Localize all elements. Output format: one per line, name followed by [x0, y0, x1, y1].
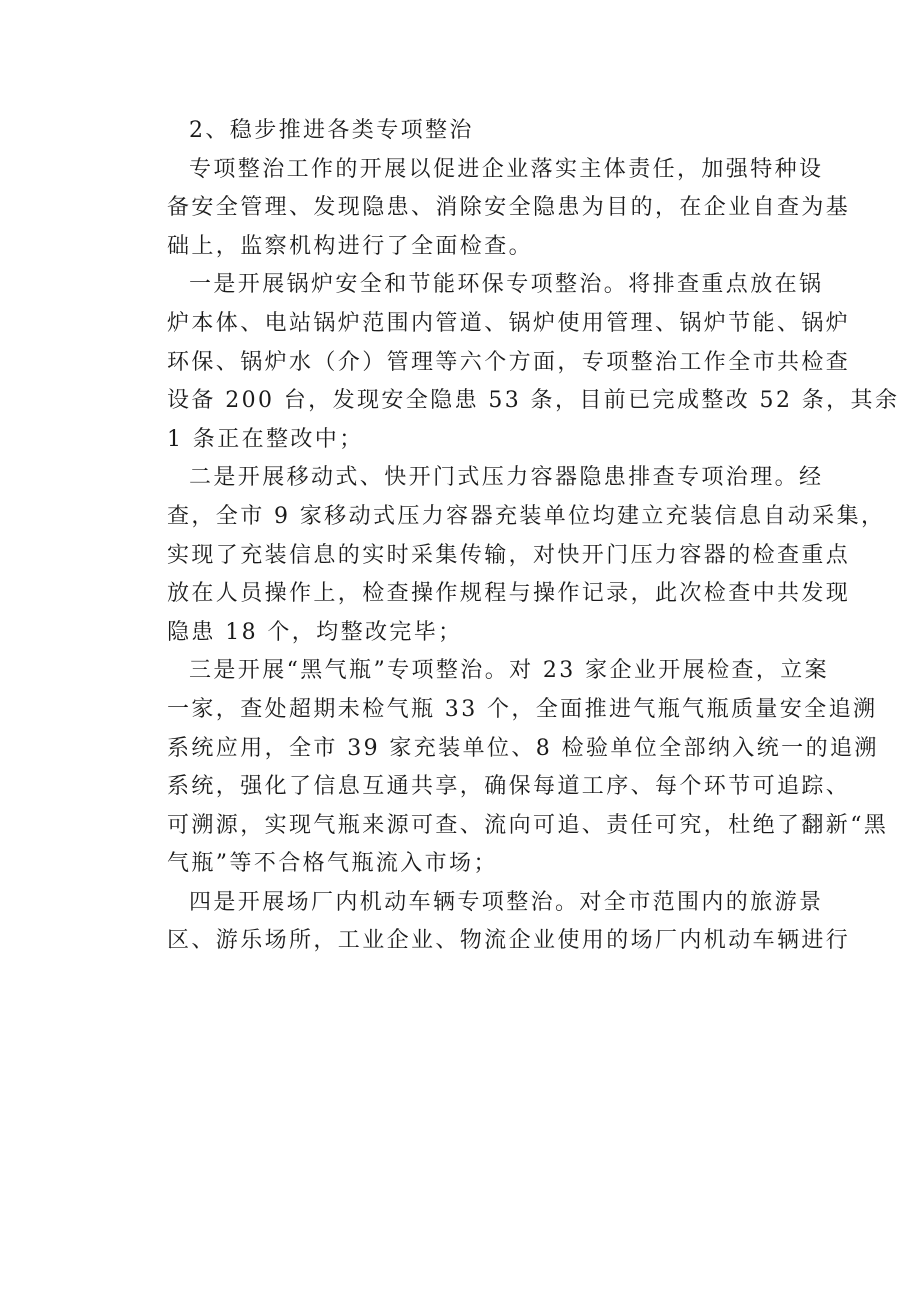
text-line: 炉本体、电站锅炉范围内管道、锅炉使用管理、锅炉节能、锅炉 [167, 310, 851, 336]
text-line: 二是开展移动式、快开门式压力容器隐患排查专项治理。经 [189, 465, 824, 491]
text-line: 环保、锅炉水（介）管理等六个方面，专项整治工作全市共检查 [167, 349, 851, 375]
text-line: 实现了充装信息的实时采集传输，对快开门压力容器的检查重点 [167, 542, 851, 568]
text-line: 区、游乐场所，工业企业、物流企业使用的场厂内机动车辆进行 [167, 928, 851, 954]
paragraph-intro [167, 151, 851, 267]
text-line: 三是开展“黑气瓶”专项整治。对 23 家企业开展检查，立案 [189, 658, 830, 684]
text-line: 础上，监察机构进行了全面检查。 [167, 233, 534, 259]
paragraph-pressure-vessel [167, 459, 886, 652]
paragraph-vehicles [167, 884, 851, 961]
text-line: 气瓶”等不合格气瓶流入市场； [167, 851, 498, 877]
text-line: 备安全管理、发现隐患、消除安全隐患为目的，在企业自查为基 [167, 195, 851, 221]
text-line: 四是开展场厂内机动车辆专项整治。对全市范围内的旅游景 [189, 889, 824, 915]
text-line: 一是开展锅炉安全和节能环保专项整治。将排查重点放在锅 [189, 272, 824, 298]
text-line: 设备 200 台，发现安全隐患 53 条，目前已完成整改 52 条，其余 [167, 388, 900, 414]
text-line: 一家，查处超期未检气瓶 33 个，全面推进气瓶气瓶质量安全追溯 [167, 696, 878, 722]
text-line: 系统，强化了信息互通共享，确保每道工序、每个环节可追踪、 [167, 774, 851, 800]
text-line: 可溯源，实现气瓶来源可查、流向可追、责任可究，杜绝了翻新“黑 [167, 812, 889, 838]
text-line: 1 条正在整改中； [167, 426, 364, 452]
document-body [167, 112, 900, 961]
paragraph-gas-cylinder [167, 652, 889, 884]
text-line: 隐患 18 个，均整改完毕； [167, 619, 463, 645]
text-line: 系统应用，全市 39 家充装单位、8 检验单位全部纳入统一的追溯 [167, 735, 879, 761]
text-line: 放在人员操作上，检查操作规程与操作记录，此次检查中共发现 [167, 581, 851, 607]
section-heading: 2、稳步推进各类专项整治 [189, 118, 474, 143]
paragraph-boiler [167, 266, 900, 459]
text-line: 专项整治工作的开展以促进企业落实主体责任，加强特种设 [189, 156, 824, 182]
text-line: 查，全市 9 家移动式压力容器充装单位均建立充装信息自动采集， [167, 503, 886, 529]
